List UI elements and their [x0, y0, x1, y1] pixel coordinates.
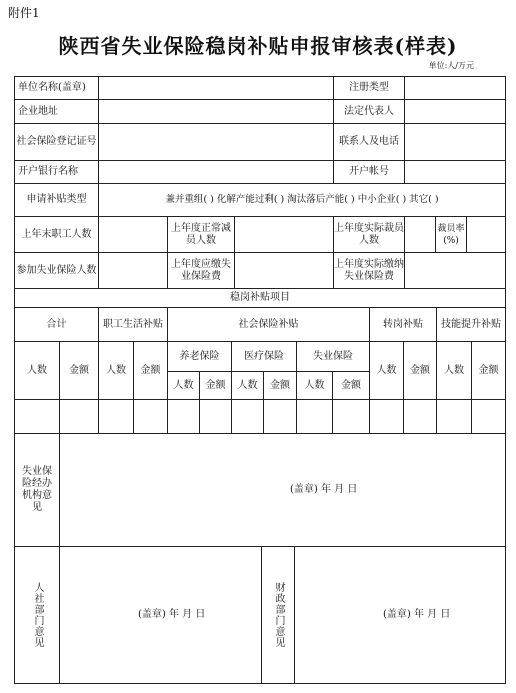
- hr-dept-label: 人社部门意见: [32, 582, 43, 648]
- transfer-header: 转岗补贴: [369, 307, 437, 342]
- transfer-people-header: 人数: [369, 341, 404, 400]
- data-skill-amount[interactable]: [471, 399, 506, 434]
- cut-rate-field[interactable]: [466, 216, 506, 253]
- total-header: 合计: [14, 307, 99, 342]
- data-living-people[interactable]: [98, 399, 134, 434]
- data-living-amount[interactable]: [133, 399, 168, 434]
- living-people-header: 人数: [98, 341, 134, 400]
- actual-cut-field[interactable]: [404, 216, 436, 253]
- bank-field[interactable]: [98, 160, 334, 184]
- unemployment-people-header: 人数: [296, 371, 333, 400]
- bank-label: 开户银行名称: [14, 160, 99, 184]
- legal-rep-label: 法定代表人: [333, 99, 405, 124]
- normal-cut-label: 上年度正常减员人数: [167, 216, 235, 253]
- skill-people-header: 人数: [436, 341, 472, 400]
- total-amount-header: 金额: [59, 341, 99, 400]
- data-transfer-people[interactable]: [369, 399, 404, 434]
- social-ins-no-label: 社会保险登记证号: [14, 123, 99, 161]
- medical-header: 医疗保险: [231, 341, 297, 372]
- data-total-amount[interactable]: [59, 399, 99, 434]
- due-premium-label: 上年度应缴失业保险费: [167, 252, 235, 289]
- transfer-amount-header: 金额: [403, 341, 437, 400]
- medical-people-header: 人数: [231, 371, 264, 400]
- stable-items-header: 稳岗补贴项目: [14, 288, 506, 308]
- normal-cut-field[interactable]: [234, 216, 334, 253]
- living-header: 职工生活补贴: [98, 307, 168, 342]
- subsidy-type-options[interactable]: 兼并重组( ) 化解产能过剩( ) 淘汰落后产能( ) 中小企业( ) 其它( ): [98, 183, 506, 217]
- review-form-table: [14, 76, 506, 684]
- actual-cut-label: 上年度实际裁员人数: [333, 216, 405, 253]
- data-unemployment-amount[interactable]: [332, 399, 370, 434]
- address-field[interactable]: [98, 99, 334, 124]
- skill-amount-header: 金额: [471, 341, 506, 400]
- unit-label: 单位:人/万元: [428, 61, 474, 70]
- unemployment-header: 失业保险: [296, 341, 370, 372]
- insured-count-field[interactable]: [98, 252, 168, 289]
- data-pension-amount[interactable]: [199, 399, 232, 434]
- finance-dept-seal-date[interactable]: (盖章) 年 月 日: [294, 546, 506, 684]
- hr-dept-label-cell: [14, 546, 60, 684]
- data-unemployment-people[interactable]: [296, 399, 333, 434]
- subsidy-type-label: 申请补贴类型: [14, 183, 99, 217]
- finance-dept-label: 财政部门意见: [273, 582, 284, 648]
- living-amount-header: 金额: [133, 341, 168, 400]
- social-header: 社会保险补贴: [167, 307, 370, 342]
- data-transfer-amount[interactable]: [403, 399, 437, 434]
- hr-dept-seal-date[interactable]: (盖章) 年 月 日: [59, 546, 262, 684]
- legal-rep-field[interactable]: [404, 99, 506, 124]
- data-medical-people[interactable]: [231, 399, 264, 434]
- due-premium-field[interactable]: [234, 252, 334, 289]
- medical-amount-header: 金额: [263, 371, 297, 400]
- social-ins-no-field[interactable]: [98, 123, 334, 161]
- data-pension-people[interactable]: [167, 399, 200, 434]
- total-people-header: 人数: [14, 341, 60, 400]
- last-year-staff-field[interactable]: [98, 216, 168, 253]
- paid-premium-field[interactable]: [404, 252, 506, 289]
- paid-premium-label: 上年度实际缴纳失业保险费: [333, 252, 405, 289]
- account-no-label: 开户帐号: [333, 160, 405, 184]
- ue-agency-seal-date[interactable]: (盖章) 年 月 日: [59, 433, 506, 547]
- form-title: 陕西省失业保险稳岗补贴申报审核表(样表): [58, 34, 458, 58]
- cut-rate-label: 裁员率(%): [435, 216, 467, 253]
- pension-amount-header: 金额: [199, 371, 232, 400]
- account-no-field[interactable]: [404, 160, 506, 184]
- reg-type-field[interactable]: [404, 76, 506, 100]
- reg-type-label: 注册类型: [333, 76, 405, 100]
- company-name-label: 单位名称(盖章): [14, 76, 99, 100]
- ue-agency-label: 失业保险经办机构意见: [14, 433, 60, 547]
- data-medical-amount[interactable]: [263, 399, 297, 434]
- insured-count-label: 参加失业保险人数: [14, 252, 99, 289]
- contact-field[interactable]: [404, 123, 506, 161]
- data-skill-people[interactable]: [436, 399, 472, 434]
- data-total-people[interactable]: [14, 399, 60, 434]
- contact-label: 联系人及电话: [333, 123, 405, 161]
- address-label: 企业地址: [14, 99, 99, 124]
- last-year-staff-label: 上年末职工人数: [14, 216, 99, 253]
- unemployment-amount-header: 金额: [332, 371, 370, 400]
- attachment-label: 附件1: [8, 6, 40, 20]
- company-name-field[interactable]: [98, 76, 334, 100]
- pension-people-header: 人数: [167, 371, 200, 400]
- finance-dept-label-cell: [261, 546, 295, 684]
- skill-header: 技能提升补贴: [436, 307, 506, 342]
- pension-header: 养老保险: [167, 341, 232, 372]
